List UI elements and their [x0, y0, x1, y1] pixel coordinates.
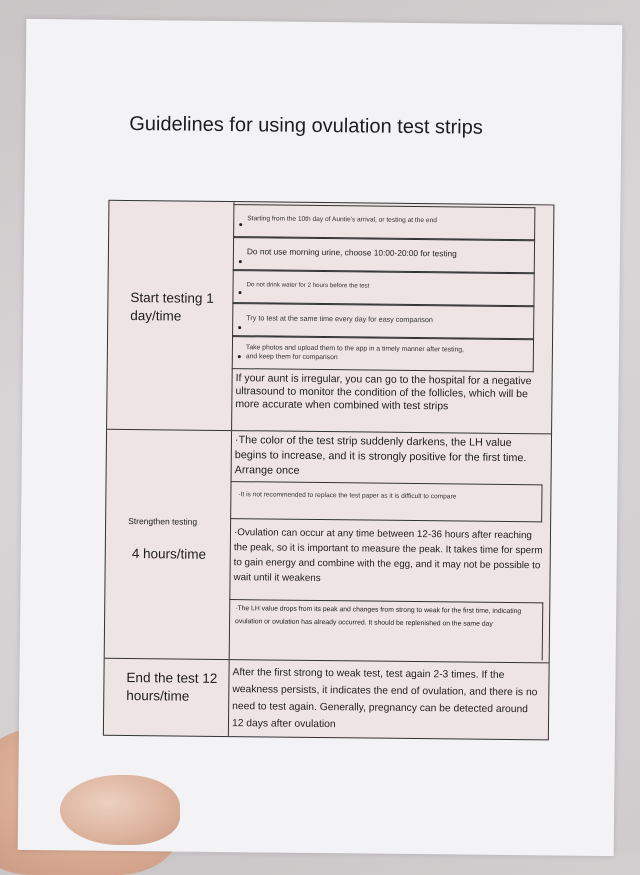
bullet-icon [238, 326, 241, 329]
guidelines-table [103, 200, 555, 741]
section-label-strengthen: Strengthen testing [128, 515, 198, 527]
list-item-text: ·The color of the test strip suddenly darkens, the LH value begins to increase, and it is strongly positive for the first time. Arrange once [234, 434, 527, 477]
irregular-cycle-note: If your aunt is irregular, you can go to the hospital for a negative ultrasound to monitor the condition of the follicles, which will be more accurate when combined with test strips [235, 372, 532, 413]
thumb [60, 775, 180, 845]
section-label-interval: 4 hours/time [131, 546, 207, 562]
bullet-icon [239, 260, 242, 263]
list-item-text: ·It is not recommended to replace the test paper as it is difficult to compare [238, 491, 457, 501]
list-item [233, 204, 535, 240]
list-item [232, 336, 534, 372]
list-item [229, 599, 544, 660]
list-item-text: ·Ovulation can occur at any time between 12-36 hours after reaching the peak, so it is important to measure the peak. It takes time for sperm to gain energy and combine with the egg, and it may not be possible to wait until it weakens [233, 527, 543, 585]
list-item-text: Try to test at the same time every day for easy comparison [246, 313, 433, 325]
section-start-testing [107, 201, 553, 435]
list-item-text: Take photos and upload them to the app in a timely manner after testing, and keep them for comparison [245, 344, 464, 362]
list-item-text: ·The LH value drops from its peak and changes from strong to weak for the first time, indicating ovulation or ovulation has already occurred. It should be replenished on the same day [235, 605, 522, 628]
section-end-test [104, 659, 549, 740]
list-item-text: Do not use morning urine, choose 10:00-20:00 for testing [246, 246, 457, 259]
list-item [233, 237, 535, 273]
section-strengthen-testing [105, 430, 551, 664]
section-label-end: End the test 12 hours/time [126, 669, 218, 704]
page-title: Guidelines for using ovulation test strips [129, 112, 483, 139]
list-item [232, 270, 534, 306]
list-item [232, 303, 534, 339]
column-divider [228, 660, 230, 736]
bullet-icon [238, 291, 241, 294]
list-item-text: Starting from the 10th day of Auntie's arrival, or testing at the end [247, 215, 437, 225]
list-item [230, 481, 542, 522]
section-label-start: Start testing 1 day/time [130, 290, 214, 324]
bullet-icon [238, 355, 241, 358]
list-item-text: Do not drink water for 2 hours before the test [246, 281, 370, 290]
paper-sheet [18, 19, 623, 856]
end-test-text: After the first strong to weak test, test again 2-3 times. If the weakness persists, it indicates the end of ovulation, and there is no need to test again. Generally, pregnancy can be detected around 12 days after ovulation [231, 667, 538, 731]
bullet-icon [239, 223, 242, 226]
